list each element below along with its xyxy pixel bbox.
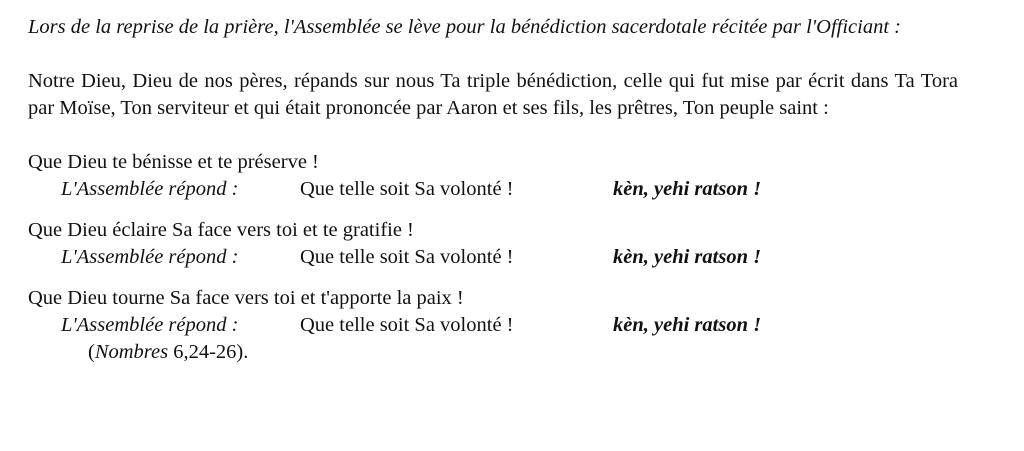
intro-instruction: Lors de la reprise de la prière, l'Assemblée se lève pour la bénédiction sacerdotale récitée par l'Officiant : — [28, 16, 901, 38]
reference-verses: 6,24-26). — [168, 341, 249, 363]
blessing-line: Que Dieu tourne Sa face vers toi et t'apporte la paix ! — [28, 287, 464, 309]
reference-book: Nombres — [94, 341, 169, 363]
document-page — [28, 14, 958, 366]
assembly-response — [28, 312, 958, 339]
assembly-response — [28, 244, 958, 271]
response-french: Que telle soit Sa volonté ! — [300, 178, 514, 200]
blessing-2 — [28, 217, 958, 271]
response-label: L'Assemblée répond : — [61, 314, 239, 336]
response-transliteration: kèn, yehi ratson ! — [613, 178, 762, 200]
response-french: Que telle soit Sa volonté ! — [300, 314, 514, 336]
response-transliteration: kèn, yehi ratson ! — [613, 314, 762, 336]
response-label: L'Assemblée répond : — [61, 246, 239, 268]
prayer-paragraph: Notre Dieu, Dieu de nos pères, répands sur nous Ta triple bénédiction, celle qui fut mise par écrit dans Ta Tora par Moïse, Ton serviteur et qui était prononcée par Aaron et ses fils, les prêtres, Ton peuple saint : — [28, 70, 958, 119]
blessing-line: Que Dieu te bénisse et te préserve ! — [28, 151, 319, 173]
scripture-reference — [28, 339, 958, 366]
reference-open-paren: ( — [88, 341, 95, 363]
response-label: L'Assemblée répond : — [61, 178, 239, 200]
blessing-line: Que Dieu éclaire Sa face vers toi et te gratifie ! — [28, 219, 414, 241]
blessings-list — [28, 149, 958, 366]
assembly-response — [28, 176, 958, 203]
response-transliteration: kèn, yehi ratson ! — [613, 246, 762, 268]
blessing-1 — [28, 149, 958, 203]
response-french: Que telle soit Sa volonté ! — [300, 246, 514, 268]
blessing-3 — [28, 285, 958, 366]
